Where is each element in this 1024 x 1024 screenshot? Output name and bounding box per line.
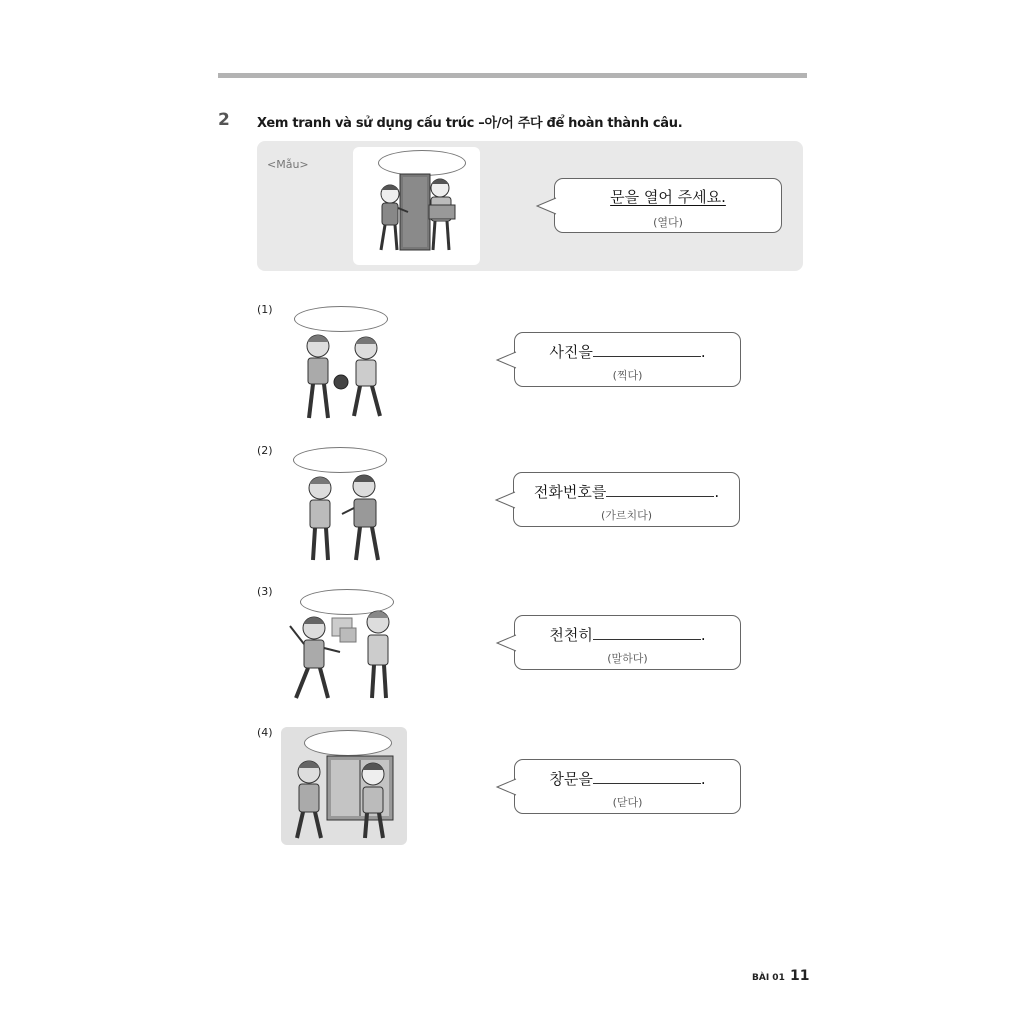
item-number: (4) <box>257 726 273 739</box>
item-1-illustration <box>296 330 392 420</box>
exercise-instruction: Xem tranh và sử dụng cấu trúc –아/어 주다 để hoàn thành câu. <box>257 116 683 131</box>
item-prefix: 창문을 <box>549 770 593 788</box>
sample-hint: (열다) <box>653 216 683 229</box>
item-speech-bubble <box>513 472 740 527</box>
item-speech-bubble <box>514 332 741 387</box>
bubble-tail-icon <box>496 633 516 653</box>
bubble-tail-icon <box>496 350 516 370</box>
item-thought-bubble <box>293 447 387 473</box>
bubble-tail-icon <box>536 196 556 216</box>
item-suffix: . <box>700 626 706 644</box>
item-speech-bubble <box>514 615 741 670</box>
item-suffix: . <box>714 483 720 501</box>
item-prefix: 사진을 <box>549 343 593 361</box>
item-number: (2) <box>257 444 273 457</box>
item-4-illustration <box>287 752 401 842</box>
answer-blank[interactable] <box>606 483 714 497</box>
item-prefix: 전화번호를 <box>533 483 607 501</box>
bubble-tail-icon <box>495 490 515 510</box>
item-hint: (닫다) <box>612 796 643 809</box>
sample-speech-bubble <box>554 178 782 233</box>
item-suffix: . <box>700 770 706 788</box>
item-speech-bubble <box>514 759 741 814</box>
item-number: (3) <box>257 585 273 598</box>
sample-answer: 문을 열어 주세요. <box>610 188 726 206</box>
item-hint: (말하다) <box>607 652 648 665</box>
item-number: (1) <box>257 303 273 316</box>
item-suffix: . <box>700 343 706 361</box>
answer-blank[interactable] <box>593 343 701 357</box>
sample-illustration <box>370 172 470 256</box>
page-number: 11 <box>790 968 810 984</box>
answer-blank[interactable] <box>593 626 701 640</box>
top-rule <box>218 73 807 78</box>
item-hint: (찍다) <box>612 369 643 382</box>
item-prefix: 천천히 <box>549 626 593 644</box>
item-2-illustration <box>298 472 390 562</box>
bubble-tail-icon <box>496 777 516 797</box>
exercise-number: 2 <box>218 110 230 130</box>
item-3-illustration <box>284 608 404 702</box>
answer-blank[interactable] <box>593 770 701 784</box>
item-hint: (가르치다) <box>600 509 653 522</box>
sample-label: <Mẫu> <box>267 158 309 171</box>
lesson-label: BÀI 01 <box>752 973 785 983</box>
item-thought-bubble <box>294 306 388 332</box>
